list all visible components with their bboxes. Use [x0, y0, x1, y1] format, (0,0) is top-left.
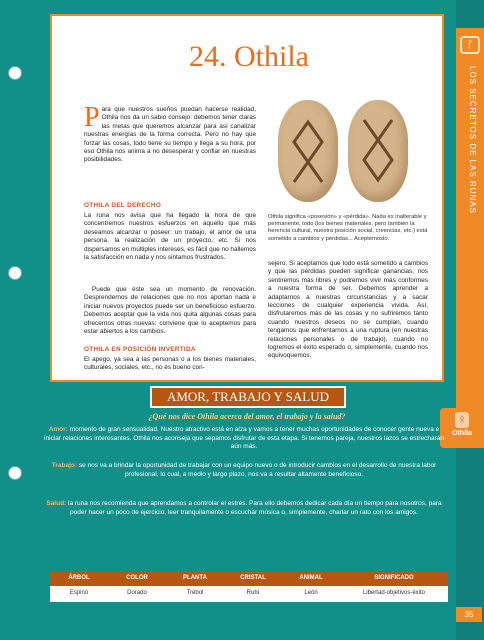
upright-paragraph-2: Puede que éste sea un momento de renovación. Desprendernos de relaciones que no nos aportan nada e iniciar nuevos proyectos puede ser un beneficioso esfuerzo. Debemos aceptar que la vida nos quita algunas cosas para ofrecernos otras nuevas; conviene que lo aceptemos para estar abiertos a los cambios. — [84, 286, 256, 336]
section-question: ¿Qué nos dice Othila acerca del amor, el trabajo y la salud? — [148, 412, 346, 421]
table-cell: León — [304, 590, 318, 596]
table-header: ÁRBOL — [68, 575, 90, 581]
table-header: ANIMAL — [299, 575, 323, 581]
binder-hole — [8, 466, 22, 480]
reversed-heading: OTHILA EN POSICIÓN INVERTIDA — [84, 346, 196, 353]
correspondence-table — [50, 572, 448, 602]
tab-label: Othila — [452, 430, 472, 437]
table-cell: Dorado — [127, 590, 147, 596]
image-caption: Othila significa «posesión» y «pérdida». Nada es inalterable y permanente, todo (los bienes materiales, pero también la herencia cultural, nuestra posición social, creencias, etc.) está sometido a cambios y pérdidas... Aceptémoslo. — [268, 214, 428, 242]
work-text: se nos va a brindar la oportunidad de trabajar con un equipo nuevo o de introducir cambios en el desarrollo de nuestra labor profesional, lo cual, a medio y largo plazo, nos va a resultar altamente beneficioso. — [78, 462, 437, 478]
health-label: Salud: — [46, 500, 67, 507]
section-banner: AMOR, TRABAJO Y SALUD — [150, 386, 346, 408]
table-cell: Espino — [69, 590, 89, 596]
table-row — [50, 584, 448, 598]
reversed-paragraph: El apego, ya sea a las personas o a los bienes materiales, culturales, sociales, etc., no es bueno con- — [84, 356, 256, 372]
othila-rune-icon: ᛟ — [455, 412, 469, 428]
health-text: la runa nos recomienda que aprendamos a controlar el estrés. Para ello debemos dedicar cada día un tiempo para nosotros, para poder hacer un poco de ejercicio, leer tranquilamente o escuchar música o, simplemente, charlar un rato con los amigos. — [68, 500, 442, 516]
rune-icon: ᚠ — [460, 36, 480, 54]
article-title: 24. Othila — [189, 40, 309, 73]
binder-hole — [8, 66, 22, 80]
right-column-paragraph: sejero. Si aceptamos que todo está sometido a cambios y que las pérdidas pueden significar ganancias, nos sentiremos más libres y podremos vivir más conformes a nuestra forma de ser. Debemos aprender a adaptarnos a nuestras circunstancias y a sacar lecciones de cualquier experiencia vivida. Así, disfrutaremos más de las cosas y no sufriremos tanto cuando nuestros deseos no se cumplan, cuando tengamos que enfrentarnos a una ruptura (en nuestras relaciones personales o de trabajo), cuando no logremos el éxito esperado o, simplemente, cuando nos equivoquemos. — [268, 260, 428, 360]
love-paragraph — [44, 426, 444, 452]
table-header: COLOR — [126, 575, 148, 581]
rune-stone-right — [348, 100, 408, 202]
table-header-row — [50, 572, 448, 584]
intro-text: ara que nuestros sueños puedan hacerse realidad, Othila nos da un sabio consejo: debemos tener claras las metas que queremos alcanzar para así canalizar nuestras energías de la forma correcta. Pero no hay que forzar las cosas, todo tiene su tiempo y llega a su hora, por eso Othila nos anima a no desesperar y confiar en nuestras posibilidades. — [84, 106, 256, 164]
binder-hole — [8, 266, 22, 280]
work-label: Trabajo: — [51, 462, 78, 469]
upright-paragraph-1: La runa nos avisa que ha llegado la hora de que concentremos nuestros esfuerzos en aquello que más deseamos alcanzar o poseer: un trabajo, el amor de una persona, la realización de un proyecto, etc. Si nos dispersamos en múltiples intereses, es fácil que no hallemos la satisfacción en nada y nos sintamos frustrados. — [84, 212, 256, 262]
table-cell: Rubí — [246, 590, 260, 596]
intro-paragraph — [84, 102, 256, 165]
work-paragraph — [44, 462, 444, 479]
drop-cap: P — [84, 102, 100, 133]
article-card — [50, 14, 444, 382]
othila-rune-icon — [278, 100, 338, 202]
table-cell: Libertad-objetivos-éxito — [362, 590, 426, 596]
othila-rune-reversed-icon — [348, 100, 408, 202]
page-number: 35 — [456, 607, 482, 622]
love-text: momento de gran sensualidad. Nuestro atractivo está en alza y vamos a tener muchas oportunidades de conocer gente nueva e iniciar relaciones interesantes. Othila nos aconseja que sepamos disfrutar de esta etapa. Si tenemos pareja, nuestros lazos se estrecharán aún más. — [44, 426, 444, 451]
love-label: Amor: — [48, 426, 68, 433]
table-cell: Trébol — [186, 590, 204, 596]
series-title: LOS SECRETOS DE LAS RUNAS — [468, 66, 477, 214]
rune-stone-left — [278, 100, 338, 202]
health-paragraph — [44, 500, 444, 517]
table-header: CRISTAL — [240, 575, 266, 581]
table-header: SIGNIFICADO — [374, 575, 414, 581]
upright-heading: OTHILA DEL DERECHO — [84, 202, 162, 209]
table-header: PLANTA — [183, 575, 207, 581]
